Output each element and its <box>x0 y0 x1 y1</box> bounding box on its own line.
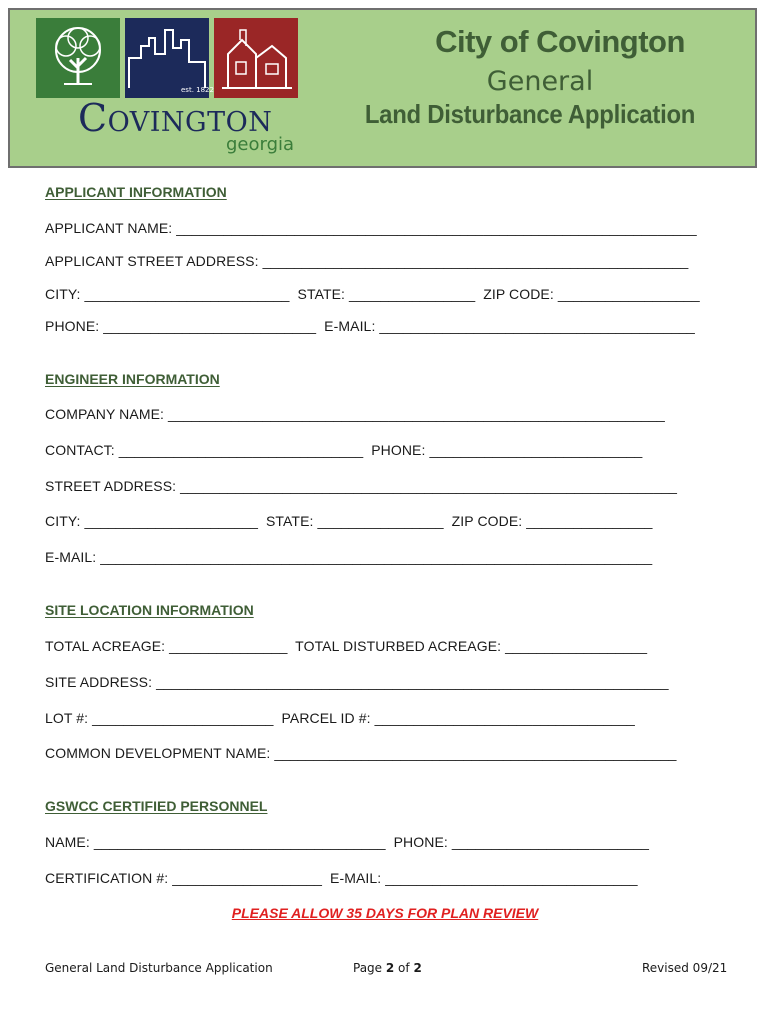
logo-tree-panel <box>36 18 120 98</box>
section-applicant-title: APPLICANT INFORMATION <box>45 184 227 200</box>
footer-revision: Revised 09/21 <box>642 961 728 975</box>
form-title <box>340 24 720 130</box>
header-banner <box>8 8 757 168</box>
field-engineer-city-state-zip[interactable]: CITY: ______________________ STATE: ________________ ZIP CODE: ________________ <box>45 513 653 529</box>
footer-page-prefix: Page <box>353 961 386 975</box>
field-gswcc-name-phone[interactable]: NAME: _____________________________________ PHONE: _________________________ <box>45 834 650 850</box>
svg-text:est. 1822: est. 1822 <box>181 86 214 94</box>
title-form-name: Land Disturbance Application <box>364 99 696 129</box>
footer-page-current: 2 <box>385 961 395 975</box>
section-engineer-title: ENGINEER INFORMATION <box>45 371 220 387</box>
field-engineer-email[interactable]: E-MAIL: ______________________________________________________________________ <box>45 549 653 565</box>
section-gswcc-title: GSWCC CERTIFIED PERSONNEL <box>45 798 268 814</box>
logo-wordmark: Covington <box>78 96 273 140</box>
field-applicant-city-state-zip[interactable]: CITY: __________________________ STATE: ________________ ZIP CODE: __________________ <box>45 286 700 302</box>
footer-page-of: of <box>394 961 414 975</box>
city-logo <box>36 18 298 158</box>
field-site-lot-parcel[interactable]: LOT #: _______________________ PARCEL ID #: _________________________________ <box>45 710 635 726</box>
review-notice: PLEASE ALLOW 35 DAYS FOR PLAN REVIEW <box>231 905 539 921</box>
field-gswcc-cert-email[interactable]: CERTIFICATION #: ___________________ E-MAIL: ________________________________ <box>45 870 638 886</box>
section-site-title: SITE LOCATION INFORMATION <box>45 602 254 618</box>
field-site-acreage[interactable]: TOTAL ACREAGE: _______________ TOTAL DISTURBED ACREAGE: __________________ <box>45 638 648 654</box>
field-engineer-address[interactable]: STREET ADDRESS: _______________________________________________________________ <box>45 478 677 494</box>
logo-subtitle: georgia <box>226 134 295 155</box>
field-site-address[interactable]: SITE ADDRESS: _________________________________________________________________ <box>45 674 669 690</box>
logo-skyline-panel <box>125 18 214 98</box>
title-general: General <box>486 66 594 97</box>
field-applicant-address[interactable]: APPLICANT STREET ADDRESS: ______________________________________________________ <box>45 253 689 269</box>
footer-page-number <box>353 961 422 975</box>
footer-page-total: 2 <box>413 961 422 975</box>
field-applicant-phone-email[interactable]: PHONE: ___________________________ E-MAIL: ________________________________________ <box>45 318 695 334</box>
field-engineer-contact-phone[interactable]: CONTACT: _______________________________ PHONE: ___________________________ <box>45 442 643 458</box>
field-engineer-company[interactable]: COMPANY NAME: _______________________________________________________________ <box>45 406 665 422</box>
field-site-development-name[interactable]: COMMON DEVELOPMENT NAME: ___________________________________________________ <box>45 745 677 761</box>
footer-doc-name: General Land Disturbance Application <box>45 961 273 975</box>
logo-house-panel <box>214 18 298 98</box>
title-city: City of Covington <box>435 24 685 59</box>
field-applicant-name[interactable]: APPLICANT NAME: __________________________________________________________________ <box>45 220 697 236</box>
